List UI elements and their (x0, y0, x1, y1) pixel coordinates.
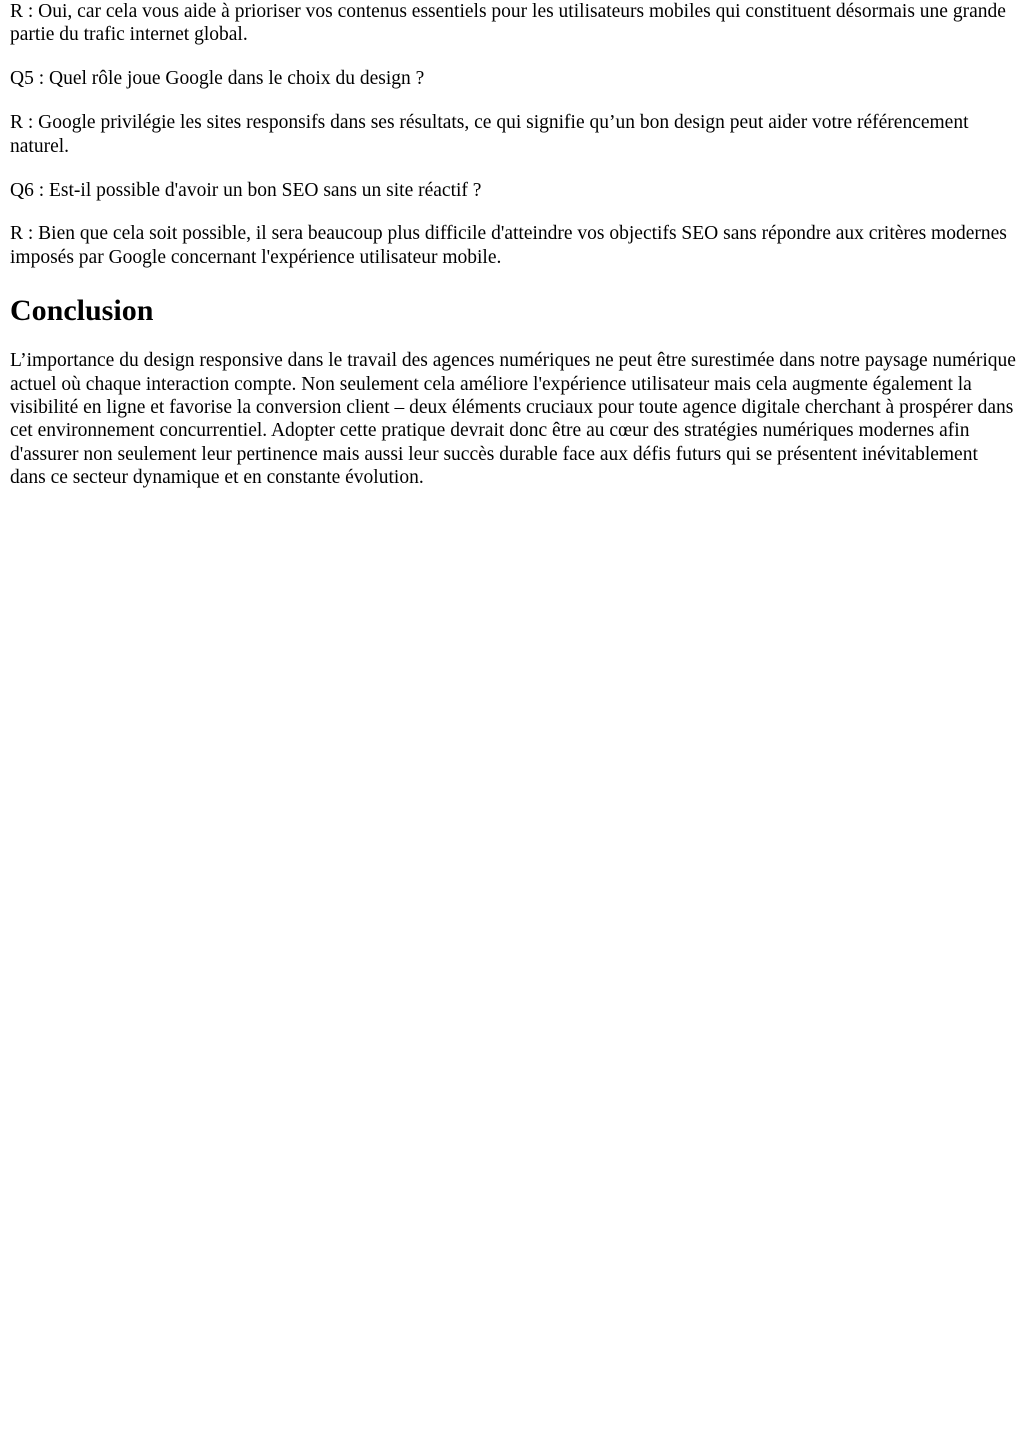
faq-answer-5: R : Google privilégie les sites responsifs dans ses résultats, ce qui signifie qu’un bon design peut aider votre référencement naturel. (10, 112, 969, 157)
faq-answer-6: R : Bien que cela soit possible, il sera beaucoup plus difficile d'atteindre vos objectifs SEO sans répondre aux critères modernes imposés par Google concernant l'expérience utilisateur mobile. (10, 223, 1007, 268)
faq-question-5: Q5 : Quel rôle joue Google dans le choix du design ? (10, 68, 425, 90)
conclusion-heading: Conclusion (10, 294, 154, 328)
conclusion-paragraph: L’importance du design responsive dans le travail des agences numériques ne peut être surestimée dans notre paysage numérique actuel où chaque interaction compte. Non seulement cela améliore l'expérience utilisateur mais cela augmente également la visibilité en ligne et favorise la conversion client – deux éléments cruciaux pour toute agence digitale cherchant à prospérer dans cet environnement concurrentiel. Adopter cette pratique devrait donc être au cœur des stratégies numériques modernes afin d'assurer non seulement leur pertinence mais aussi leur succès durable face aux défis futurs qui se présentent inévitablement dans ce secteur dynamique et en constante évolution. (10, 350, 1016, 489)
faq-answer-4: R : Oui, car cela vous aide à prioriser vos contenus essentiels pour les utilisateurs mobiles qui constituent désormais une grande partie du trafic internet global. (10, 1, 1006, 46)
faq-question-6: Q6 : Est-il possible d'avoir un bon SEO sans un site réactif ? (10, 179, 482, 201)
article-body (10, 0, 1018, 510)
